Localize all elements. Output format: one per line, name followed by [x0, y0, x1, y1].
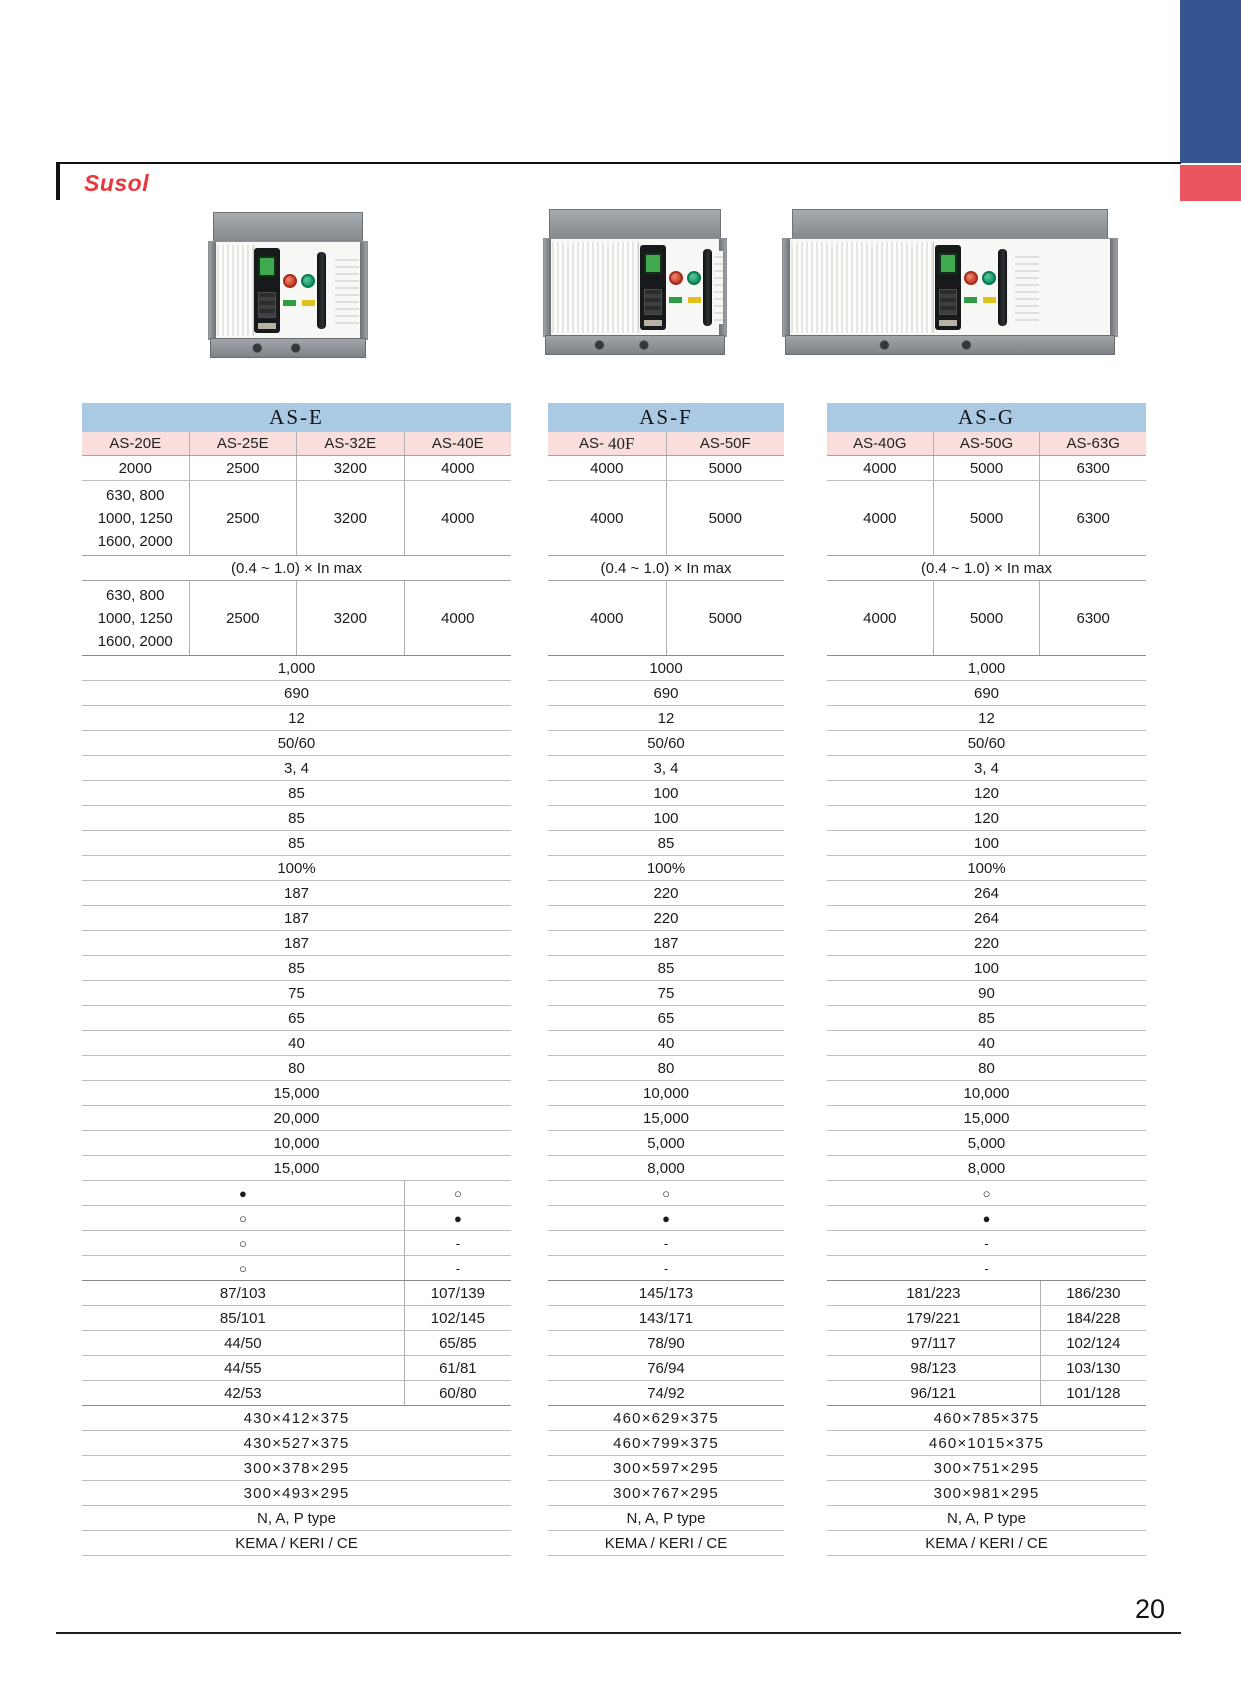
spec-value-row: 40 — [827, 1031, 1146, 1056]
footer-rule — [56, 1632, 1181, 1634]
frame-rating-cell — [189, 581, 297, 655]
spec-value-row: 40 — [548, 1031, 784, 1056]
spec-value-row: 1,000 — [82, 656, 511, 681]
certification-row: KEMA / KERI / CE — [548, 1531, 784, 1556]
rated-current-row — [827, 456, 1146, 481]
breaker-vent-ribs — [791, 242, 934, 333]
dimension-row: 300×597×295 — [548, 1456, 784, 1481]
loss-row — [827, 1356, 1146, 1381]
frame-rating-cell — [933, 481, 1040, 555]
loss-row — [82, 1281, 511, 1306]
column-header: AS-40G — [853, 435, 907, 452]
spec-value-row: 10,000 — [548, 1081, 784, 1106]
rated-current-value: 4000 — [863, 459, 897, 477]
rated-current-value: 2000 — [118, 459, 152, 477]
rated-current-value: 4000 — [404, 456, 512, 480]
option-row-right: ● — [404, 1206, 511, 1230]
spec-value-row: 5,000 — [548, 1131, 784, 1156]
loss-row-right: 60/80 — [404, 1381, 511, 1405]
loss-row-left: 179/221 — [906, 1309, 961, 1327]
spec-value-row: 80 — [827, 1056, 1146, 1081]
loss-row-left: 87/103 — [219, 1284, 266, 1302]
spec-value-row: 15,000 — [82, 1081, 511, 1106]
spec-value-row: 12 — [82, 706, 511, 731]
breaker-control-panel — [254, 248, 280, 333]
spec-value-row: 100% — [827, 856, 1146, 881]
loss-row-right: 101/128 — [1040, 1381, 1146, 1405]
spec-value-row: 12 — [548, 706, 784, 731]
product-photo-as-f — [543, 209, 727, 355]
breaker-vent-ribs — [217, 245, 254, 336]
option-row: ○ — [548, 1181, 784, 1206]
loss-row-right: 184/228 — [1040, 1306, 1146, 1330]
frame-rating-cell — [296, 581, 404, 655]
spec-value-row: 100 — [548, 806, 784, 831]
breaker-control-panel — [935, 245, 961, 330]
option-row: ● — [827, 1206, 1146, 1231]
loss-row-left: 97/117 — [910, 1334, 956, 1352]
frame-rating-cell — [404, 581, 512, 655]
rated-current-value: 4000 — [590, 459, 624, 477]
loss-row-right: 102/145 — [404, 1306, 511, 1330]
frame-rating-line: 2500 — [226, 509, 260, 527]
rated-current-value: 6300 — [1039, 456, 1146, 480]
spec-value-row: 50/60 — [82, 731, 511, 756]
spec-value-row: 12 — [827, 706, 1146, 731]
spec-value-row: 85 — [827, 1006, 1146, 1031]
dimension-row: 300×767×295 — [548, 1481, 784, 1506]
dimension-row: 300×751×295 — [827, 1456, 1146, 1481]
product-photo-as-g — [782, 209, 1118, 355]
option-row-right: ○ — [404, 1181, 511, 1205]
spec-value-row: 90 — [827, 981, 1146, 1006]
spec-value-row: 187 — [82, 881, 511, 906]
loss-row-right: 65/85 — [404, 1331, 511, 1355]
dimension-row: 430×527×375 — [82, 1431, 511, 1456]
frame-rating-line: 2500 — [226, 609, 260, 627]
breaker-top-cap — [792, 209, 1108, 240]
dimension-row: 300×378×295 — [82, 1456, 511, 1481]
loss-row-left: 85/101 — [219, 1309, 266, 1327]
frame-rating-cell — [666, 481, 785, 555]
breaker-keypad — [939, 289, 957, 315]
column-header: AS-32E — [296, 432, 404, 455]
rated-current-row — [548, 456, 784, 481]
spec-value-row: 100% — [548, 856, 784, 881]
brand-logo: Susol — [84, 170, 150, 196]
spec-value-row: 100 — [548, 781, 784, 806]
type-row: N, A, P type — [548, 1506, 784, 1531]
breaker-body — [543, 238, 727, 337]
spec-value-row: 65 — [548, 1006, 784, 1031]
breaker-left-rail — [209, 242, 216, 339]
certification-row: KEMA / KERI / CE — [82, 1531, 511, 1556]
spec-value-row: 187 — [82, 931, 511, 956]
frame-rating-cell — [82, 581, 189, 655]
loss-row-right: 102/124 — [1040, 1331, 1146, 1355]
frame-rating-row — [827, 581, 1146, 656]
spec-value-row: 8,000 — [548, 1156, 784, 1181]
option-row — [82, 1256, 511, 1281]
frame-rating-line: 4000 — [590, 509, 624, 527]
dimension-row: 460×785×375 — [827, 1406, 1146, 1431]
spec-value-row: 10,000 — [827, 1081, 1146, 1106]
table-title: AS-E — [82, 403, 511, 432]
page-number: 20 — [1134, 1594, 1165, 1624]
breaker-display — [644, 253, 662, 274]
spec-value-row: 220 — [548, 906, 784, 931]
column-header-row — [82, 432, 511, 456]
spec-value-row: 187 — [548, 931, 784, 956]
breaker-right-rail — [360, 242, 367, 339]
frame-rating-cell — [296, 481, 404, 555]
spec-value-row: 1,000 — [827, 656, 1146, 681]
frame-rating-row — [82, 481, 511, 556]
breaker-top-cap — [549, 209, 722, 240]
breaker-off-button — [669, 271, 683, 285]
spec-value-row: 80 — [548, 1056, 784, 1081]
spec-value-row: 10,000 — [82, 1131, 511, 1156]
breaker-green-label — [669, 297, 682, 303]
frame-rating-cell — [82, 481, 189, 555]
column-header — [548, 432, 666, 455]
product-photo-as-e — [208, 212, 368, 358]
loss-row-right: 107/139 — [404, 1281, 511, 1305]
breaker-right-rail — [1110, 239, 1117, 336]
spec-value-row: 15,000 — [82, 1156, 511, 1181]
spec-value-row: 15,000 — [827, 1106, 1146, 1131]
breaker-handle — [317, 252, 326, 329]
breaker-yellow-label — [302, 300, 315, 306]
type-row: N, A, P type — [82, 1506, 511, 1531]
breaker-on-button — [982, 271, 996, 285]
table-title: AS-F — [548, 403, 784, 432]
breaker-vent-ribs — [552, 242, 639, 333]
option-row-left: ○ — [238, 1235, 247, 1251]
breaker-yellow-label — [983, 297, 996, 303]
frame-rating-line: 4000 — [590, 609, 624, 627]
breaker-off-button — [283, 274, 297, 288]
spec-value-row: 690 — [827, 681, 1146, 706]
frame-rating-line: 1600, 2000 — [97, 632, 173, 650]
certification-row: KEMA / KERI / CE — [827, 1531, 1146, 1556]
frame-rating-cell — [827, 481, 933, 555]
spec-value-row: 264 — [827, 906, 1146, 931]
frame-rating-line: 4000 — [863, 509, 897, 527]
spec-value-row: 120 — [827, 781, 1146, 806]
column-header: AS-63G — [1039, 432, 1146, 455]
frame-rating-line: 3200 — [333, 509, 367, 527]
frame-rating-cell — [933, 581, 1040, 655]
spec-value-row: 100 — [827, 831, 1146, 856]
frame-rating-cell — [189, 481, 297, 555]
spec-value-row: 3, 4 — [548, 756, 784, 781]
rated-current-value: 2500 — [189, 456, 297, 480]
spec-value-row: 75 — [548, 981, 784, 1006]
setting-range-row: (0.4 ~ 1.0) × In max — [827, 556, 1146, 581]
frame-rating-line: 1000, 1250 — [97, 609, 173, 627]
breaker-display — [939, 253, 957, 274]
spec-value-row: 220 — [548, 881, 784, 906]
breaker-display — [258, 256, 276, 277]
spec-value-row: 85 — [82, 956, 511, 981]
table-title: AS-G — [827, 403, 1146, 432]
dimension-row: 300×981×295 — [827, 1481, 1146, 1506]
spec-value-row: 85 — [82, 781, 511, 806]
option-row: ○ — [827, 1181, 1146, 1206]
frame-rating-row — [82, 581, 511, 656]
loss-row: 74/92 — [548, 1381, 784, 1406]
option-row — [82, 1181, 511, 1206]
spec-value-row: 85 — [548, 956, 784, 981]
column-header-row — [827, 432, 1146, 456]
option-row-right: - — [404, 1231, 511, 1255]
loss-row-left: 44/50 — [224, 1334, 262, 1352]
frame-rating-cell — [548, 581, 666, 655]
setting-range-row: (0.4 ~ 1.0) × In max — [548, 556, 784, 581]
spec-value-row: 75 — [82, 981, 511, 1006]
dimension-row: 300×493×295 — [82, 1481, 511, 1506]
type-row: N, A, P type — [827, 1506, 1146, 1531]
frame-rating-line: 630, 800 — [106, 486, 165, 504]
breaker-rating-label — [335, 254, 359, 327]
spec-value-row: 120 — [827, 806, 1146, 831]
frame-rating-cell — [404, 481, 512, 555]
rated-current-row — [82, 456, 511, 481]
option-row: ● — [548, 1206, 784, 1231]
option-row-left: ● — [238, 1185, 247, 1201]
spec-value-row: 264 — [827, 881, 1146, 906]
frame-rating-line: 6300 — [1076, 509, 1110, 527]
breaker-left-rail — [783, 239, 790, 336]
header-rule-tick — [56, 162, 60, 200]
spec-table-as-g — [827, 403, 1146, 1556]
option-row-left: ○ — [238, 1260, 247, 1276]
loss-row — [82, 1306, 511, 1331]
frame-rating-line: 6300 — [1076, 609, 1110, 627]
dimension-row: 460×1015×375 — [827, 1431, 1146, 1456]
dimension-row: 460×629×375 — [548, 1406, 784, 1431]
loss-row-right: 186/230 — [1040, 1281, 1146, 1305]
spec-value-row: 85 — [548, 831, 784, 856]
loss-row-left: 96/121 — [910, 1384, 957, 1402]
option-row-right: - — [404, 1256, 511, 1280]
loss-row-right: 103/130 — [1040, 1356, 1146, 1380]
spec-value-row: 100% — [82, 856, 511, 881]
header-rule — [56, 162, 1181, 164]
spec-value-row: 85 — [82, 806, 511, 831]
breaker-base-rail — [545, 335, 725, 355]
column-header: AS-20E — [109, 435, 162, 452]
breaker-panel-label — [644, 320, 662, 326]
frame-rating-cell — [548, 481, 666, 555]
spec-value-row: 3, 4 — [82, 756, 511, 781]
spec-value-row: 5,000 — [827, 1131, 1146, 1156]
dimension-row: 460×799×375 — [548, 1431, 784, 1456]
frame-rating-line: 4000 — [863, 609, 897, 627]
frame-rating-line: 5000 — [708, 509, 742, 527]
breaker-green-label — [964, 297, 977, 303]
option-row: - — [827, 1231, 1146, 1256]
breaker-handle — [998, 249, 1007, 326]
loss-row: 145/173 — [548, 1281, 784, 1306]
breaker-green-label — [283, 300, 296, 306]
spec-value-row: 1000 — [548, 656, 784, 681]
spec-table-as-e — [82, 403, 511, 1556]
frame-rating-cell — [1039, 581, 1146, 655]
spec-value-row: 40 — [82, 1031, 511, 1056]
loss-row: 76/94 — [548, 1356, 784, 1381]
frame-rating-line: 5000 — [708, 609, 742, 627]
breaker-keypad — [258, 292, 276, 318]
dimension-row: 430×412×375 — [82, 1406, 511, 1431]
frame-rating-line: 1600, 2000 — [97, 532, 173, 550]
loss-row: 143/171 — [548, 1306, 784, 1331]
frame-rating-line: 4000 — [441, 609, 475, 627]
loss-row-left: 42/53 — [224, 1384, 262, 1402]
frame-rating-row — [827, 481, 1146, 556]
frame-rating-cell — [666, 581, 785, 655]
loss-row — [82, 1331, 511, 1356]
corner-tab-red — [1180, 165, 1241, 201]
frame-rating-cell — [827, 581, 933, 655]
breaker-panel-label — [258, 323, 276, 329]
spec-value-row: 85 — [82, 831, 511, 856]
rated-current-value: 5000 — [933, 456, 1040, 480]
loss-row-right: 61/81 — [404, 1356, 511, 1380]
column-header: AS-50G — [933, 432, 1040, 455]
breaker-yellow-label — [688, 297, 701, 303]
breaker-handle — [703, 249, 712, 326]
breaker-body — [782, 238, 1118, 337]
column-header: AS-25E — [189, 432, 297, 455]
breaker-base-rail — [210, 338, 367, 358]
rated-current-value: 5000 — [666, 456, 785, 480]
loss-row — [82, 1381, 511, 1406]
loss-row-left: 181/223 — [906, 1284, 961, 1302]
breaker-off-button — [964, 271, 978, 285]
spec-value-row: 50/60 — [548, 731, 784, 756]
loss-row-left: 44/55 — [224, 1359, 262, 1377]
option-row-left: ○ — [238, 1210, 247, 1226]
column-header: AS-50F — [666, 432, 785, 455]
frame-rating-line: 5000 — [969, 509, 1004, 527]
breaker-left-rail — [544, 239, 551, 336]
spec-value-row: 187 — [82, 906, 511, 931]
loss-row — [82, 1356, 511, 1381]
loss-row: 78/90 — [548, 1331, 784, 1356]
column-header: AS-40E — [404, 432, 512, 455]
breaker-on-button — [301, 274, 315, 288]
rated-current-value: 3200 — [296, 456, 404, 480]
frame-rating-row — [548, 581, 784, 656]
loss-row — [827, 1331, 1146, 1356]
spec-value-row: 690 — [82, 681, 511, 706]
breaker-on-button — [687, 271, 701, 285]
frame-rating-cell — [1039, 481, 1146, 555]
column-header-prefix: AS- — [579, 435, 605, 452]
spec-value-row: 50/60 — [827, 731, 1146, 756]
loss-row — [827, 1381, 1146, 1406]
breaker-rating-label — [1015, 251, 1039, 324]
loss-row — [827, 1281, 1146, 1306]
spec-value-row: 3, 4 — [827, 756, 1146, 781]
spec-value-row: 65 — [82, 1006, 511, 1031]
breaker-base-rail — [785, 335, 1114, 355]
frame-rating-line: 3200 — [333, 609, 367, 627]
frame-rating-line: 5000 — [969, 609, 1004, 627]
breaker-top-cap — [213, 212, 363, 243]
loss-row-left: 98/123 — [910, 1359, 957, 1377]
spec-value-row: 15,000 — [548, 1106, 784, 1131]
option-row: - — [548, 1231, 784, 1256]
spec-value-row: 690 — [548, 681, 784, 706]
breaker-body — [208, 241, 368, 340]
corner-tab-blue — [1180, 0, 1241, 163]
spec-value-row: 100 — [827, 956, 1146, 981]
spec-value-row: 8,000 — [827, 1156, 1146, 1181]
breaker-keypad — [644, 289, 662, 315]
frame-rating-line: 4000 — [441, 509, 475, 527]
breaker-rating-label — [714, 251, 723, 324]
frame-rating-row — [548, 481, 784, 556]
setting-range-row: (0.4 ~ 1.0) × In max — [82, 556, 511, 581]
loss-row — [827, 1306, 1146, 1331]
spec-value-row: 20,000 — [82, 1106, 511, 1131]
spec-table-as-f — [548, 403, 784, 1556]
breaker-panel-label — [939, 320, 957, 326]
frame-rating-line: 1000, 1250 — [97, 509, 173, 527]
column-header-row — [548, 432, 784, 456]
column-header-suffix: 40F — [608, 433, 635, 453]
option-row: - — [827, 1256, 1146, 1281]
option-row: - — [548, 1256, 784, 1281]
option-row — [82, 1231, 511, 1256]
option-row — [82, 1206, 511, 1231]
frame-rating-line: 630, 800 — [106, 586, 165, 604]
spec-value-row: 220 — [827, 931, 1146, 956]
spec-value-row: 80 — [82, 1056, 511, 1081]
breaker-control-panel — [640, 245, 666, 330]
